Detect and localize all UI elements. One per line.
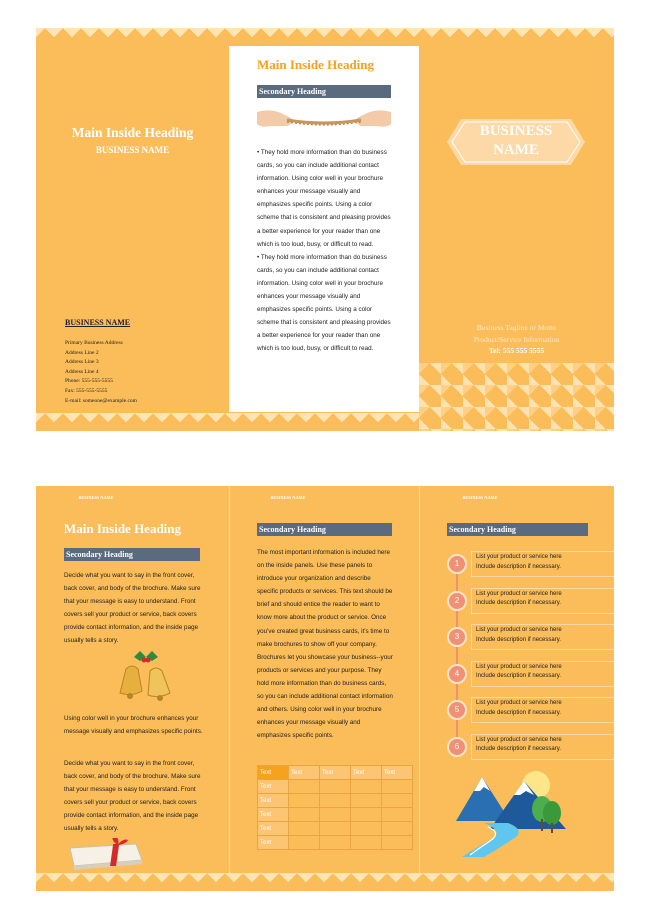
table-row	[258, 794, 413, 808]
back-panel-business: BUSINESS NAME	[95, 145, 170, 155]
left-para-1: Decide what you want to say in the front cover, back cover, and body of the brochure. Make sure that your message is easy to understand. Front covers sell your product or service, back covers provide contact information, and the inside page usually tells a story.	[64, 572, 201, 645]
inside-middle-panel	[229, 486, 419, 891]
table-cell	[351, 836, 382, 850]
address-line: Primary Business Address	[65, 340, 123, 346]
item-description-box	[471, 697, 614, 723]
cover-product-info: Product/Service Information	[473, 335, 560, 344]
cover-business-line2: NAME	[493, 142, 539, 158]
item-number-badge: 4	[447, 664, 467, 684]
inside-title: Main Inside Heading	[64, 521, 182, 536]
item-line-1: List your product or service here	[476, 627, 562, 633]
info-table	[257, 765, 413, 850]
left-para-3: Decide what you want to say in the front cover, back cover, and body of the brochure. Make sure that your message is easy to understand. Front covers sell your product or service, back covers provide contact information, and the inside page usually tells a story.	[64, 760, 201, 833]
table-cell	[320, 822, 351, 836]
cover-business-line1: BUSINESS	[479, 123, 553, 139]
table-cell	[289, 794, 320, 808]
table-cell: Text	[258, 822, 289, 836]
product-list	[447, 551, 614, 771]
item-number-badge: 5	[447, 700, 467, 720]
address-line: Address Line 4	[65, 368, 99, 375]
table-row	[258, 836, 413, 850]
address-line: Address Line 2	[65, 349, 99, 356]
address-line: Phone: 555-555-5555	[65, 378, 113, 385]
panel-header-label: BUSINESS NAME	[270, 495, 306, 500]
middle-para: The most important information is included here on the inside panels. Use these panels to introduce your organization and describe specific products or services. This text should be brief and should entice the reader to want to know more about the product or service. Once you've created great business cards, it's time to make brochures to show off your company. Brochures let you showcase your business--your products or services and your purpose. They hold more information than do business cards, so you can include additional contact information and others. Using color well in your brochure enhances your message visually and emphasizes specific points.	[257, 549, 393, 740]
item-number-badge: 3	[447, 627, 467, 647]
flap-secondary-heading: Secondary Heading	[257, 85, 391, 98]
contact-heading: BUSINESS NAME	[65, 318, 131, 327]
table-header-cell: Text	[382, 766, 413, 780]
rope-pull-hands-icon	[257, 104, 391, 138]
table-header-row	[258, 766, 413, 780]
cover-tagline: Business Tagline or Motto	[476, 323, 557, 332]
flap-title: Main Inside Heading	[257, 57, 375, 72]
cover-tel: Tel: 555 555 5555	[488, 346, 545, 355]
item-line-2: Include description if necessary.	[476, 673, 561, 679]
list-item	[447, 551, 614, 579]
address-line: E-mail: someone@example.com	[65, 397, 137, 404]
list-item	[447, 588, 614, 616]
item-line-2: Include description if necessary.	[476, 600, 561, 606]
panel-header-label: BUSINESS NAME	[462, 495, 498, 500]
table-cell	[320, 808, 351, 822]
table-cell	[351, 794, 382, 808]
brochure-inside-sheet	[36, 486, 614, 891]
table-cell: Text	[258, 808, 289, 822]
table-cell	[320, 780, 351, 794]
back-panel	[36, 28, 229, 431]
table-cell	[382, 808, 413, 822]
table-header-cell: Text	[289, 766, 320, 780]
item-line-2: Include description if necessary.	[476, 636, 561, 643]
inside-right-panel	[419, 486, 614, 891]
left-para-2: Using color well in your brochure enhances your message visually and emphasizes specific points.	[64, 715, 203, 736]
table-cell	[382, 794, 413, 808]
mountain-landscape-icon	[454, 769, 579, 859]
table-cell	[289, 808, 320, 822]
item-line-2: Include description if necessary.	[476, 563, 561, 570]
left-secondary-heading: Secondary Heading	[64, 548, 200, 561]
table-cell	[320, 836, 351, 850]
brochure-outside-sheet	[36, 28, 614, 431]
flap-bullet: • They hold more information than do business cards, so you can include additional contact information. Using color well in your brochure enhances your message visually and emphasizes specific points. Using a color scheme that is consistent and pleasing provides a better experience for your reader than one which is too loud, busy, or difficult to read.	[257, 149, 391, 248]
back-panel-title: Main Inside Heading	[71, 125, 194, 140]
table-cell: Text	[258, 836, 289, 850]
table-header-cell: Text	[320, 766, 351, 780]
table-cell	[382, 822, 413, 836]
item-line-1: List your product or service here	[476, 590, 562, 597]
address-line: Address Line 3	[65, 359, 99, 366]
table-cell	[351, 808, 382, 822]
gift-box-icon	[66, 838, 146, 870]
item-number-badge: 2	[447, 591, 467, 611]
list-item	[447, 624, 614, 652]
inside-left-panel	[36, 486, 229, 891]
table-row	[258, 808, 413, 822]
table-cell	[289, 780, 320, 794]
item-line-2: Include description if necessary.	[476, 709, 561, 716]
item-description-box	[471, 624, 614, 650]
flap-bullet: • They hold more information than do business cards, so you can include additional contact information. Using color well in your brochure enhances your message visually and emphasizes specific points. Using a color scheme that is consistent and pleasing provides a better experience for your reader than one which is too loud, busy, or difficult to read.	[257, 253, 391, 353]
table-header-cell: Text	[258, 766, 289, 780]
table-cell	[289, 836, 320, 850]
list-item	[447, 734, 614, 762]
table-cell	[351, 780, 382, 794]
address-block	[65, 339, 137, 406]
table-row	[258, 780, 413, 794]
table-cell	[382, 836, 413, 850]
middle-secondary-heading: Secondary Heading	[257, 523, 392, 536]
item-line-1: List your product or service here	[476, 736, 562, 743]
table-cell	[289, 822, 320, 836]
flap-bullets	[257, 146, 395, 356]
item-description-box	[471, 588, 614, 614]
item-line-1: List your product or service here	[476, 663, 562, 670]
table-cell: Text	[258, 780, 289, 794]
bells-icon	[106, 649, 186, 709]
front-cover-panel	[419, 28, 614, 431]
list-item	[447, 697, 614, 725]
table-cell	[351, 822, 382, 836]
table-cell	[320, 794, 351, 808]
right-secondary-heading: Secondary Heading	[447, 523, 588, 536]
item-number-badge: 6	[447, 737, 467, 757]
item-line-1: List your product or service here	[476, 700, 562, 706]
list-item	[447, 661, 614, 689]
table-cell	[382, 780, 413, 794]
item-line-2: Include description if necessary.	[476, 746, 561, 752]
item-description-box	[471, 661, 614, 687]
inside-flap-panel	[229, 46, 419, 412]
table-header-cell: Text	[351, 766, 382, 780]
table-cell: Text	[258, 794, 289, 808]
item-line-1: List your product or service here	[476, 554, 562, 560]
item-description-box	[471, 551, 614, 577]
panel-header-label: BUSINESS NAME	[78, 495, 114, 500]
address-line: Fax: 555-555-5555	[65, 387, 108, 394]
item-number-badge: 1	[447, 554, 467, 574]
cover-triangle-pattern	[419, 363, 614, 431]
item-description-box	[471, 734, 614, 760]
table-row	[258, 822, 413, 836]
